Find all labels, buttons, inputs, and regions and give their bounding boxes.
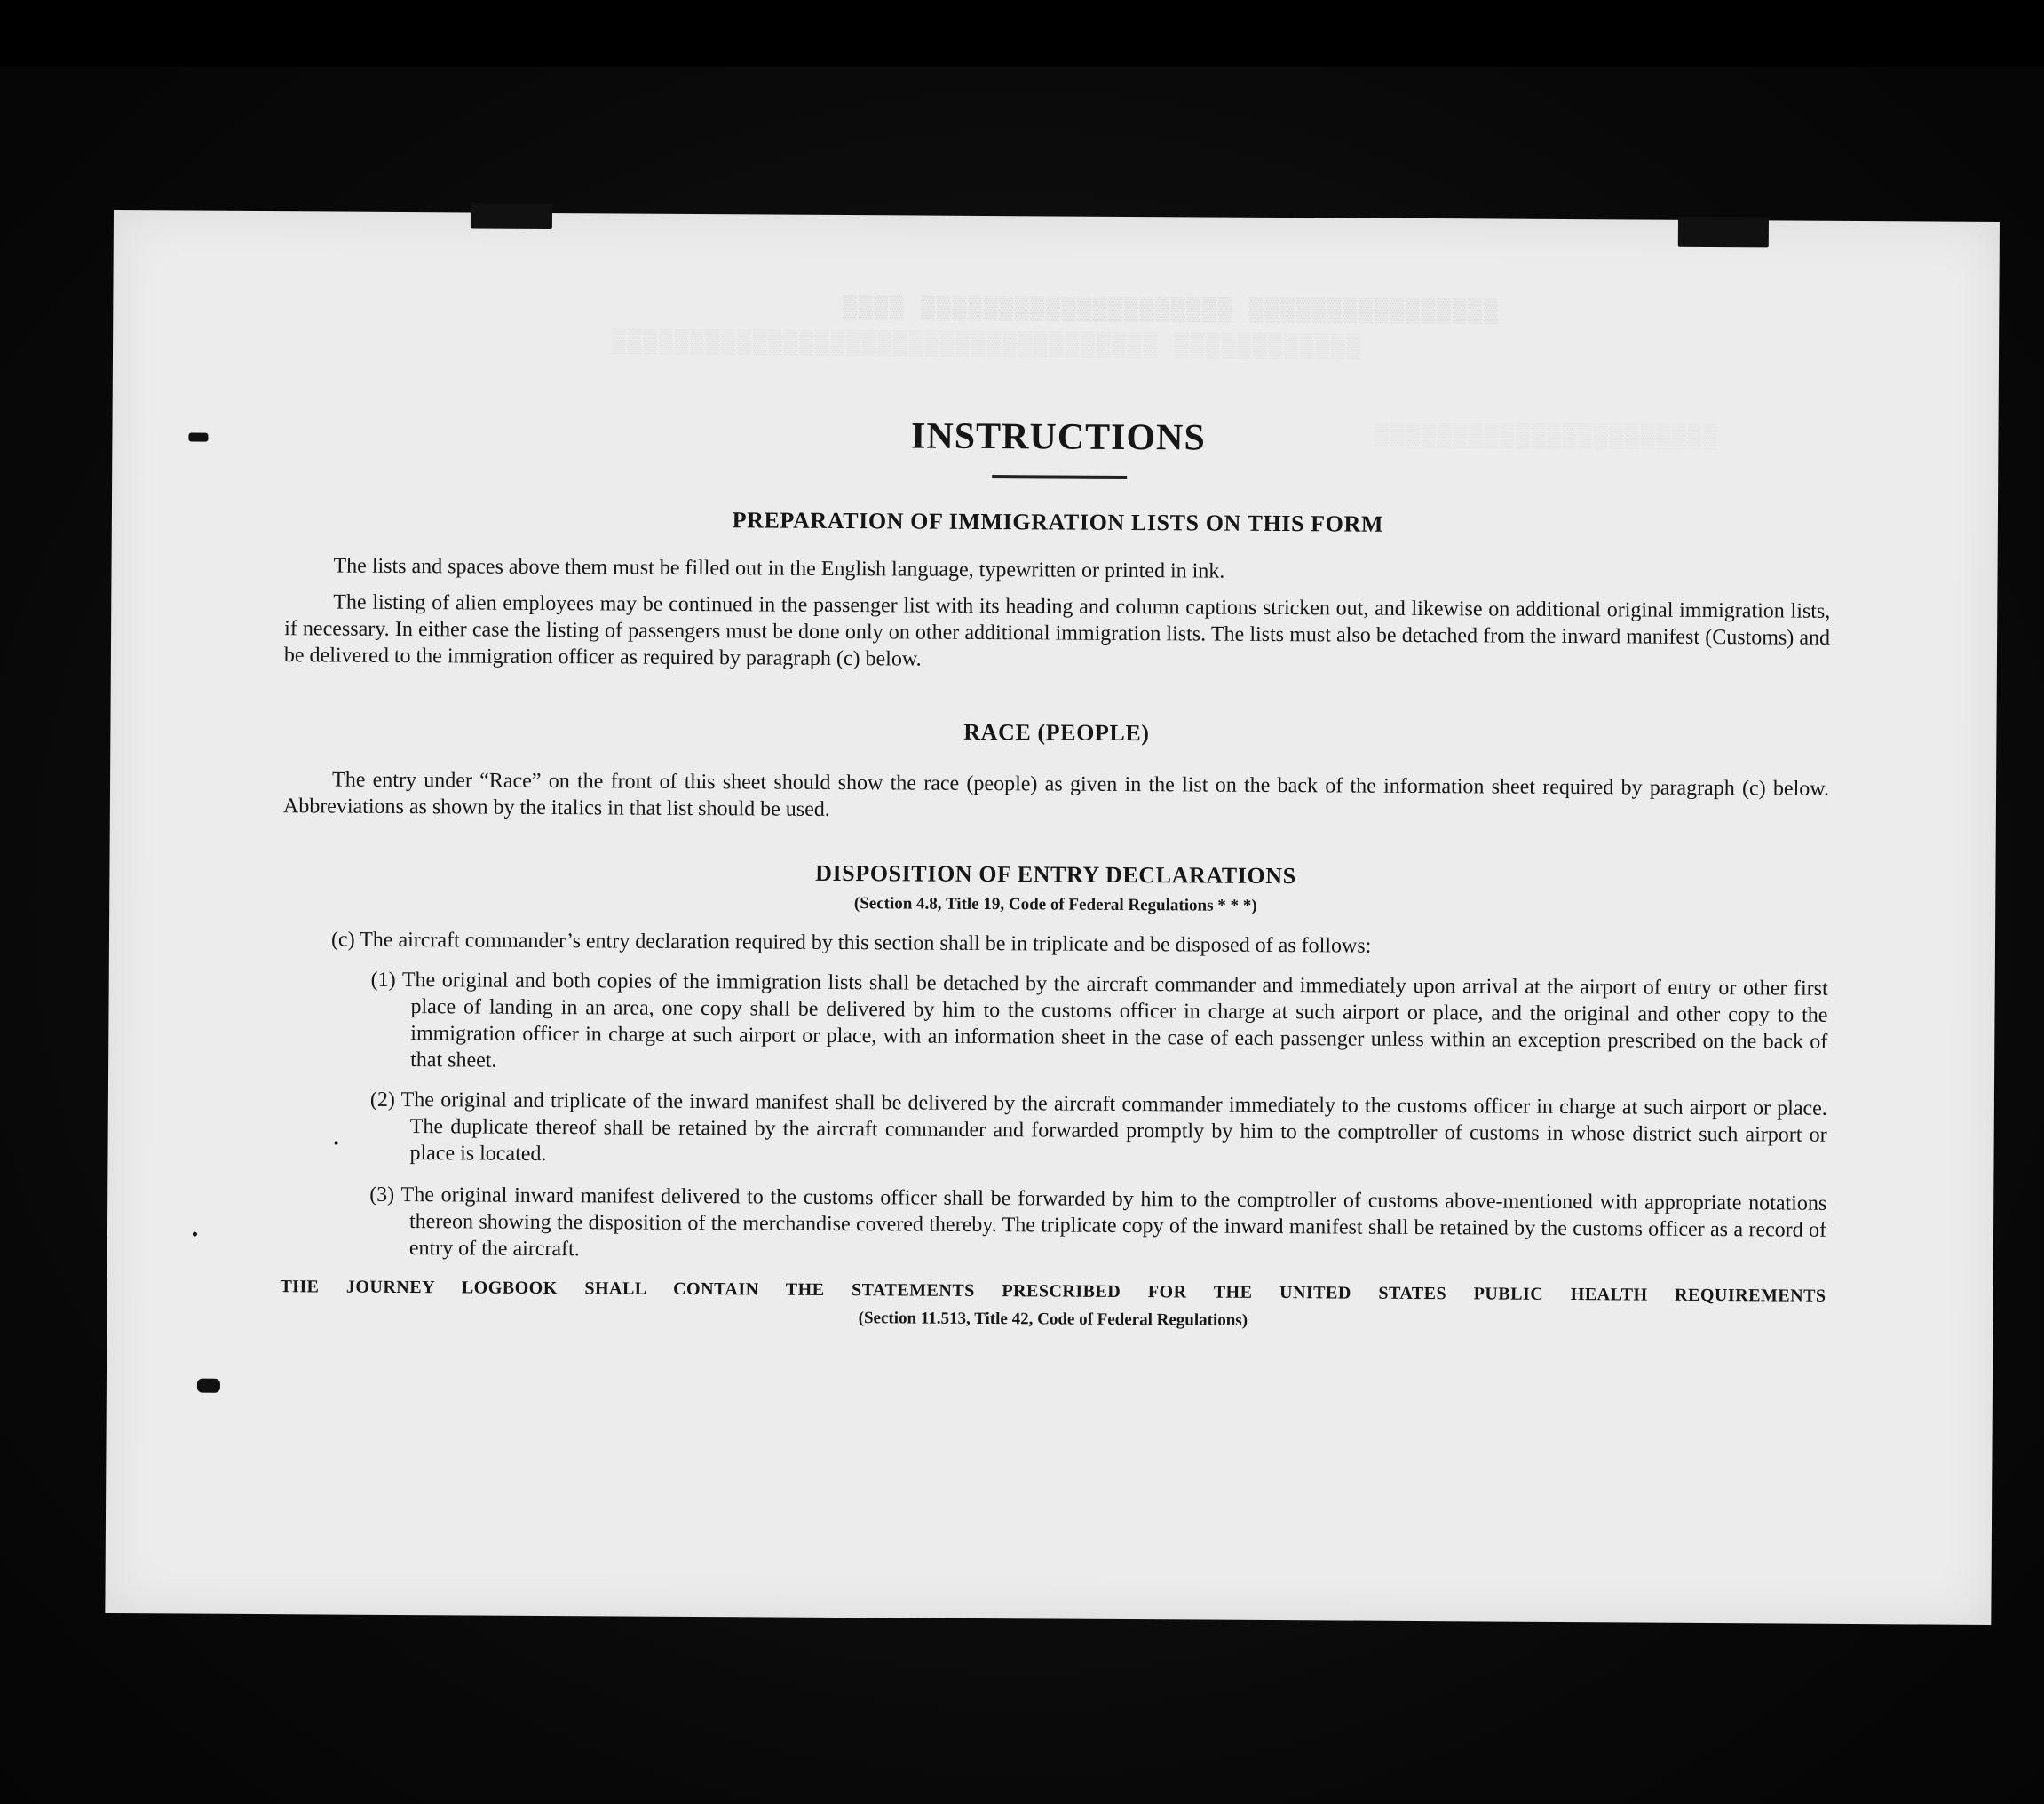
bleed-through-decoration: ▒▒▒▒▒▒▒▒▒▒▒▒ ▒▒▒▒▒▒▒▒▒▒▒▒▒▒▒▒▒▒▒▒▒▒▒▒▒▒▒▒▒▒▒▒▒▒▒ <box>610 328 1361 360</box>
page-title: INSTRUCTIONS <box>910 415 1206 459</box>
list-item: (2) The original and triplicate of the inward manifest shall be delivered by the aircraft commander immediately to the customs officer in charge at such airport or place. The duplicate thereof shall be retained by the aircraft commander and forwarded promptly by him to the comptroller of customs in whose district such airport or place is located. <box>369 1088 1827 1166</box>
section-heading-preparation: PREPARATION OF IMMIGRATION LISTS ON THIS FORM <box>732 507 1384 537</box>
document-sheet <box>105 210 2000 1625</box>
paragraph-race: The entry under “Race” on the front of this sheet should show the race (people) as given in the list on the back of the information sheet required by paragraph (c) below. Abbreviations as shown by the italics in that list should be used. <box>282 768 1830 821</box>
section-citation: (Section 4.8, Title 19, Code of Federal Regulations * * *) <box>853 894 1257 915</box>
bleed-through-decoration: ▒▒▒▒▒▒▒▒▒▒▒▒▒▒▒▒▒▒▒▒▒▒ <box>1373 422 1717 452</box>
ink-speck <box>335 1142 338 1145</box>
binding-tab-right <box>1678 217 1769 248</box>
footer-statement: THE JOURNEY LOGBOOK SHALL CONTAIN THE STATEMENTS PRESCRIBED FOR THE UNITED STATES PUBLIC HEALTH REQUIREMENTS <box>280 1277 1826 1306</box>
ink-speck <box>197 1379 220 1393</box>
list-item: (1) The original and both copies of the immigration lists shall be detached by the aircraft commander and immediately upon arrival at the airport of entry or other first place of landing in an area, one copy shall be delivered by him to the customs officer in charge at such airport or place, and the original and other copy to the immigration officer in charge at such airport or place, with an information sheet in the case of each passenger unless within an exception prescribed on the back of that sheet. <box>370 968 1828 1072</box>
title-underline <box>992 475 1127 479</box>
paragraph-language: The lists and spaces above them must be filled out in the English language, typewritten or printed in ink. <box>333 554 1225 583</box>
section-heading-disposition: DISPOSITION OF ENTRY DECLARATIONS <box>815 859 1296 890</box>
top-dark-band <box>0 0 2044 67</box>
binding-tab-left <box>471 203 552 229</box>
ink-speck <box>193 1232 197 1237</box>
paragraph-alien-employees: The listing of alien employees may be continued in the passenger list with its heading and column captions stricken out, and likewise on additional original immigration lists, if necessary. In either case the listing of passengers must be done only on other additional immigration lists. The lists must also be detached from the inward manifest (Customs) and be delivered to the immigration officer as required by paragraph (c) below. <box>283 590 1831 671</box>
ink-speck <box>188 433 208 442</box>
section-heading-race: RACE (PEOPLE) <box>963 718 1150 747</box>
list-item: (3) The original inward manifest delivered to the customs officer shall be forwarded by him to the comptroller of customs above-mentioned with appropriate notations thereon showing the disposition of the merchandise covered thereby. The triplicate copy of the inward manifest shall be retained by the customs officer as a record of entry of the aircraft. <box>369 1183 1827 1262</box>
paragraph-entry-declaration: (c) The aircraft commander’s entry declaration required by this section shall be in triplicate and be disposed of as follows: <box>330 928 1372 958</box>
footer-citation: (Section 11.513, Title 42, Code of Federal Regulations) <box>858 1309 1248 1330</box>
bleed-through-decoration: ▒▒▒▒▒▒▒▒▒▒▒▒▒▒▒▒ ▒▒▒▒▒▒▒▒▒▒▒▒▒▒▒▒▒▒▒▒ ▒▒▒▒ <box>841 295 1498 326</box>
